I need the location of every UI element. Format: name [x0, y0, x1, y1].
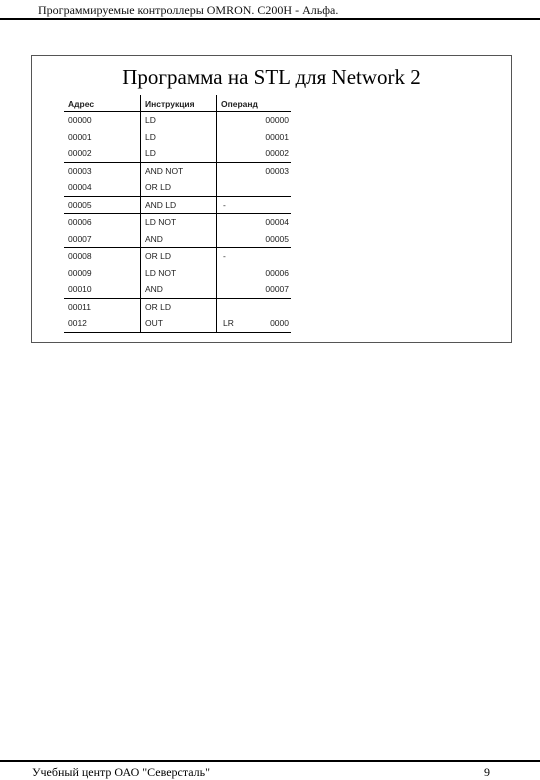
operand-value: 00001 [265, 131, 289, 142]
document-header: Программируемые контроллеры OMRON. C200H - Альфа. [38, 3, 339, 17]
operand-prefix: LR [223, 318, 234, 329]
header-rule [0, 18, 540, 20]
operand-value: 00000 [265, 115, 289, 126]
instruction-cell: AND NOT [141, 162, 217, 179]
instruction-cell: AND [141, 281, 217, 298]
address-cell: 00007 [64, 231, 141, 248]
operand-cell [217, 248, 292, 265]
page-number: 9 [484, 765, 490, 779]
column-header-address: Адрес [64, 95, 141, 112]
operand-cell [217, 315, 292, 332]
instruction-cell: LD NOT [141, 214, 217, 231]
address-cell: 00011 [68, 301, 92, 312]
table-row [64, 179, 291, 196]
instruction-cell: LD NOT [141, 265, 217, 282]
stl-table [64, 95, 291, 333]
table-row [64, 129, 291, 146]
operand-cell [217, 129, 292, 146]
footer-organization: Учебный центр ОАО "Северсталь" [32, 765, 211, 779]
instruction-cell: OR LD [141, 248, 217, 265]
operand-prefix: - [223, 199, 226, 210]
address-cell: 0012 [64, 315, 141, 332]
operand-cell [217, 281, 292, 298]
instruction-cell: AND LD [141, 196, 217, 214]
instruction-cell: OR LD [141, 298, 217, 315]
table-row [64, 265, 291, 282]
address-cell: 00010 [64, 281, 141, 298]
table-row [64, 162, 291, 179]
operand-cell [217, 231, 292, 248]
operand-value: 00002 [265, 148, 289, 159]
operand-value: 00007 [265, 284, 289, 295]
instruction-cell: LD [141, 112, 217, 129]
address-cell: 00009 [68, 267, 92, 278]
operand-value: 00003 [265, 165, 289, 176]
instruction-cell: LD [141, 145, 217, 162]
operand-value: 00004 [265, 217, 289, 228]
operand-cell [217, 265, 292, 282]
instruction-cell: AND [141, 231, 217, 248]
operand-value: 00006 [265, 267, 289, 278]
column-header-instruction: Инструкция [141, 95, 217, 112]
operand-cell [217, 162, 292, 179]
operand-prefix: - [223, 251, 226, 262]
operand-cell [217, 196, 292, 214]
table-row [64, 298, 291, 315]
table-row [64, 281, 291, 298]
address-cell: 00005 [64, 196, 141, 214]
address-cell: 00000 [68, 115, 92, 126]
instruction-cell: LD [141, 129, 217, 146]
address-cell: 00003 [68, 165, 92, 176]
table-row [64, 145, 291, 162]
operand-cell [217, 145, 292, 162]
operand-cell [217, 179, 292, 196]
table-row [64, 231, 291, 248]
column-header-operand: Операнд [217, 95, 292, 112]
address-cell: 00006 [68, 217, 92, 228]
address-cell: 00004 [64, 179, 141, 196]
address-cell: 00001 [68, 131, 92, 142]
table-row [64, 315, 291, 332]
table-row [64, 112, 291, 129]
operand-value: 0000 [270, 318, 289, 329]
table-row [64, 214, 291, 231]
table-header-row [64, 95, 291, 112]
instruction-cell: OR LD [141, 179, 217, 196]
slide-frame [31, 55, 512, 343]
instruction-cell: OUT [141, 315, 217, 332]
operand-cell [217, 298, 292, 315]
address-cell: 00002 [64, 145, 141, 162]
slide-title: Программа на STL для Network 2 [122, 65, 421, 89]
table-row [64, 196, 291, 214]
operand-cell [217, 112, 292, 129]
address-cell: 00008 [68, 251, 92, 262]
operand-cell [217, 214, 292, 231]
table-row [64, 248, 291, 265]
footer-rule [0, 760, 540, 762]
operand-value: 00005 [265, 233, 289, 244]
